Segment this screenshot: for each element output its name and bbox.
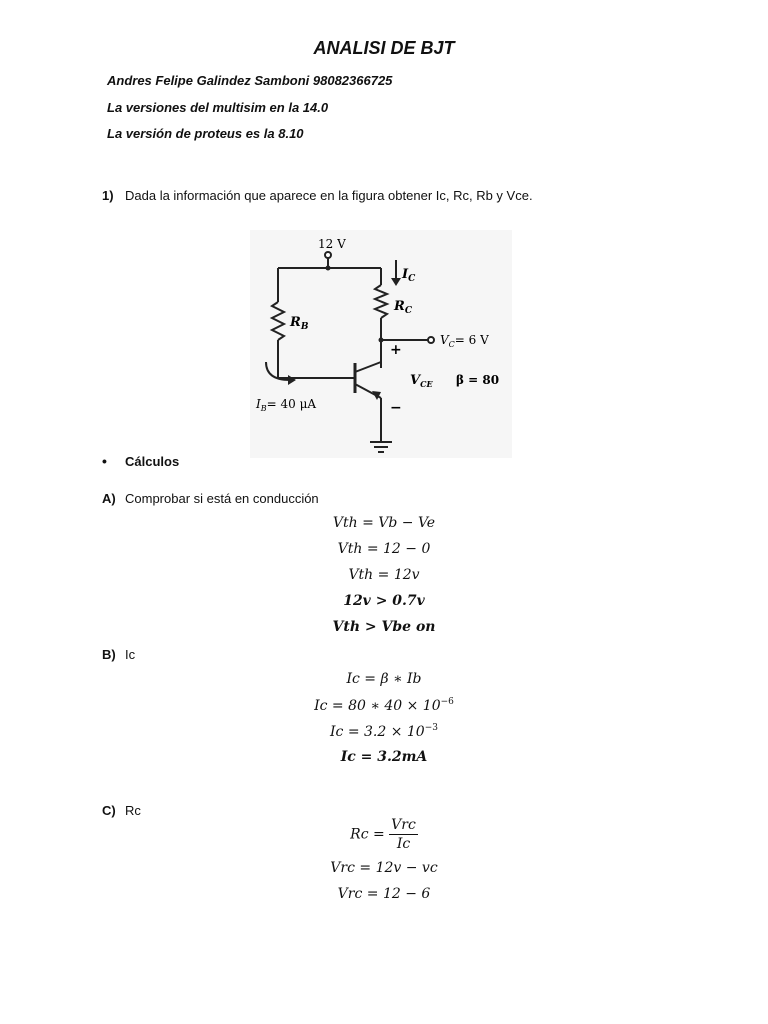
proteus-version-line: La versión de proteus es la 8.10 xyxy=(107,126,304,141)
vce-label: $V_{CE}$ xyxy=(410,373,433,389)
equation-ic-definition: Ic = β ∗ Ib xyxy=(346,671,422,687)
equation-ic-scientific: $Ic = 3.2 \times 10^{-3}$ xyxy=(330,723,438,740)
equation-vth-definition: Vth = Vb − Ve xyxy=(332,515,436,531)
rc-label: $R_C$ xyxy=(394,299,412,316)
document-title: ANALISI DE BJT xyxy=(313,38,455,58)
equation-comparison: 12v > 0.7v xyxy=(343,593,425,609)
bjt-circuit-diagram xyxy=(250,230,512,458)
ib-label: $I_B= 40$ μA xyxy=(256,397,317,413)
equation-vrc-definition: Vrc = 12v − vc xyxy=(330,860,438,876)
vce-plus: + xyxy=(390,342,402,358)
calculations-bullet: • Cálculos xyxy=(102,453,180,469)
question-text: Dada la información que aparece en la figura obtener Ic, Rc, Rb y Vce. xyxy=(125,188,533,203)
equation-ic-values: Ic = 80 ∗ $40 \times 10^{-6}$ xyxy=(314,697,454,714)
equation-conduction-conclusion: Vth > Vbe on xyxy=(332,619,436,635)
section-b-heading: B) Ic xyxy=(102,647,136,662)
equation-vth-result: Vth = 12v xyxy=(348,567,420,583)
ic-label: $I_C$ xyxy=(402,267,416,284)
beta-label: β = 80 xyxy=(456,373,500,387)
calculations-label: Cálculos xyxy=(125,454,180,469)
question-marker: 1) xyxy=(102,188,114,203)
rb-label: $R_B$ xyxy=(290,315,309,332)
equation-vrc-values: Vrc = 12 − 6 xyxy=(337,886,431,902)
author-line: Andres Felipe Galindez Samboni 98082366725 xyxy=(107,73,393,88)
equation-vth-values: Vth = 12 − 0 xyxy=(337,541,431,557)
vce-minus: − xyxy=(390,400,402,416)
equation-ic-result: Ic = 3.2mA xyxy=(340,749,428,765)
section-c-heading: C) Rc xyxy=(102,803,141,818)
equation-rc-definition: Rc = $\frac{\text{Vrc}}{Ic}$ xyxy=(350,817,416,852)
supply-label: 12 V xyxy=(318,237,346,251)
rc-fraction: $\frac{\text{Vrc}}{Ic}$ xyxy=(391,817,416,852)
supply-terminal xyxy=(325,252,331,258)
question-1 xyxy=(102,188,533,203)
section-a-heading: A) Comprobar si está en conducción xyxy=(102,491,319,506)
vc-label: $V_C= 6$ V xyxy=(440,333,489,349)
vc-terminal xyxy=(428,337,434,343)
multisim-version-line: La versiones del multisim en la 14.0 xyxy=(107,100,329,115)
